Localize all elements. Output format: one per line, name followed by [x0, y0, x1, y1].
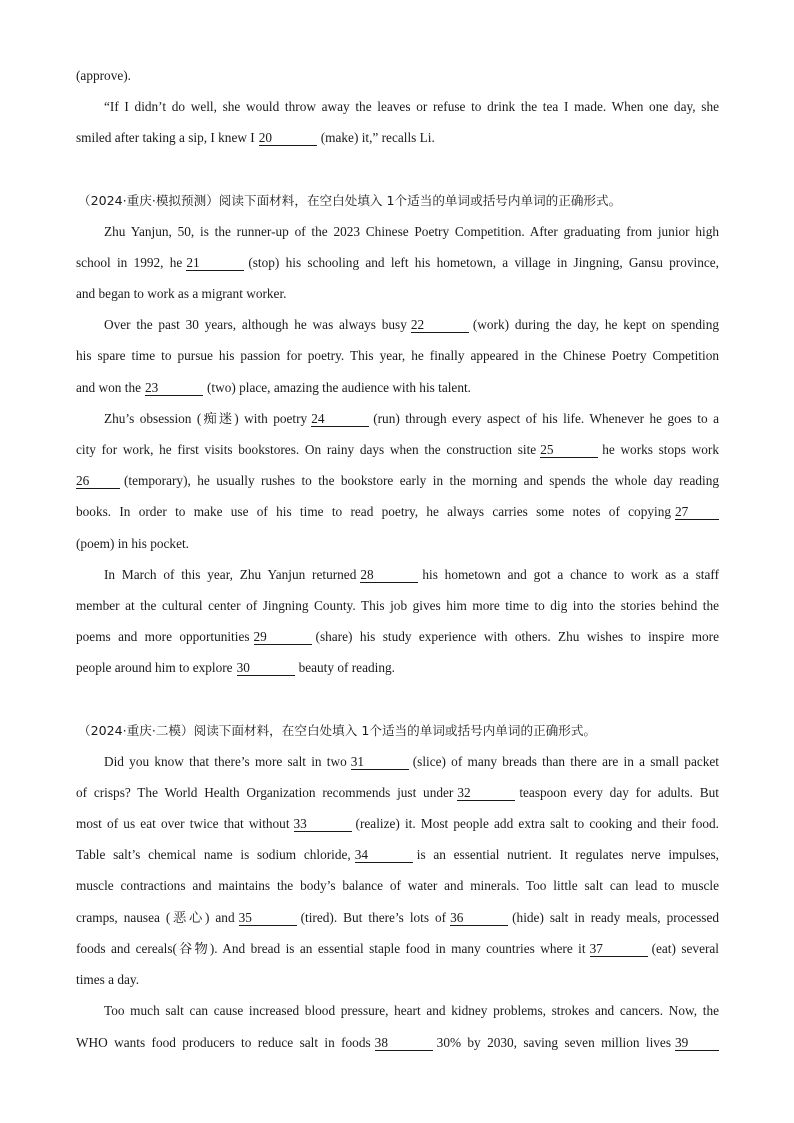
blank-36[interactable]: 36 [450, 910, 508, 926]
text: and began to work as a migrant worker. [76, 286, 287, 301]
text: (tired). But there’s lots of [300, 910, 447, 925]
text: (run) through every aspect of his life. Whenever he goes to a [373, 411, 719, 426]
blank-39[interactable]: 39 [675, 1035, 719, 1051]
text-line [104, 223, 719, 241]
text-line [76, 846, 719, 864]
text: beauty of reading. [298, 660, 395, 675]
text: Zhu’s obsession (痴迷) with poetry [104, 411, 308, 426]
blank-37[interactable]: 37 [590, 941, 648, 957]
text: times a day. [76, 972, 140, 987]
blank-23[interactable]: 23 [145, 380, 203, 396]
text-line [76, 441, 719, 459]
text: smiled after taking a sip, I knew I [76, 130, 255, 145]
text: Over the past 30 years, although he was always busy [104, 317, 407, 332]
text: muscle contractions and maintains the body’s balance of water and minerals. Too little salt can lead to muscle [76, 878, 719, 893]
text-line [104, 566, 719, 584]
text: people around him to explore [76, 660, 233, 675]
text: Too much salt can cause increased blood pressure, heart and kidney problems, strokes and cancers. Now, the [104, 1003, 719, 1018]
text-line [76, 254, 719, 272]
text: foods and cereals(谷物). And bread is an essential staple food in many countries where it [76, 941, 586, 956]
blank-21[interactable]: 21 [186, 255, 244, 271]
text: (eat) several [651, 941, 719, 956]
text: and won the [76, 380, 141, 395]
text-line [76, 347, 719, 365]
text: In March of this year, Zhu Yanjun returned [104, 567, 357, 582]
text: (work) during the day, he kept on spending [472, 317, 719, 332]
text-line [76, 129, 719, 147]
text: is an essential nutrient. It regulates nerve impulses, [416, 847, 719, 862]
text-line [76, 971, 719, 989]
text: (hide) salt in ready meals, processed [512, 910, 719, 925]
text: (two) place, amazing the audience with his talent. [207, 380, 471, 395]
text-line [76, 379, 719, 397]
blank-26[interactable]: 26 [76, 473, 120, 489]
text-line [104, 98, 719, 116]
text: (slice) of many breads than there are in a small packet [412, 754, 719, 769]
text: (realize) it. Most people add extra salt to cooking and their food. [355, 816, 719, 831]
text: his hometown and got a chance to work as a staff [422, 567, 719, 582]
blank-27[interactable]: 27 [675, 504, 719, 520]
text-line [76, 1034, 719, 1052]
text: “If I didn’t do well, she would throw away the leaves or refuse to drink the tea I made. When one day, she [104, 99, 719, 114]
text-line [76, 909, 719, 927]
blank-31[interactable]: 31 [351, 754, 409, 770]
text: Did you know that there’s more salt in two [104, 754, 347, 769]
text: of crisps? The World Health Organization recommends just under [76, 785, 454, 800]
blank-24[interactable]: 24 [311, 411, 369, 427]
text: WHO wants food producers to reduce salt in foods [76, 1035, 371, 1050]
text-line [76, 784, 719, 802]
blank-34[interactable]: 34 [355, 847, 413, 863]
text-line [76, 659, 719, 677]
text: most of us eat over twice that without [76, 816, 290, 831]
text-line [76, 815, 719, 833]
text: (poem) in his pocket. [76, 536, 189, 551]
text: Table salt’s chemical name is sodium chloride, [76, 847, 351, 862]
blank-22[interactable]: 22 [411, 317, 469, 333]
text-line [104, 753, 719, 771]
text: Zhu Yanjun, 50, is the runner-up of the 2023 Chinese Poetry Competition. After graduating from junior high [104, 224, 719, 239]
text-line [76, 597, 719, 615]
blank-29[interactable]: 29 [254, 629, 312, 645]
text-line [104, 410, 719, 428]
text: 30% by 2030, saving seven million lives [436, 1035, 671, 1050]
text: teaspoon every day for adults. But [519, 785, 719, 800]
text: he works stops work [602, 442, 719, 457]
blank-32[interactable]: 32 [457, 785, 515, 801]
text: (approve). [76, 68, 132, 83]
text-line [104, 316, 719, 334]
text: school in 1992, he [76, 255, 183, 270]
text: member at the cultural center of Jingning County. This job gives him more time to dig into the stories behind the [76, 598, 719, 613]
text: (stop) his schooling and left his hometown, a village in Jingning, Gansu province, [248, 255, 719, 270]
text: (share) his study experience with others. Zhu wishes to inspire more [315, 629, 719, 644]
blank-20[interactable]: 20 [259, 130, 317, 146]
section-header: （2024·重庆·模拟预测）阅读下面材料，在空白处填入 1个适当的单词或括号内单词的正确形式。 [78, 193, 622, 208]
section-header: （2024·重庆·二模）阅读下面材料，在空白处填入 1个适当的单词或括号内单词的正确形式。 [78, 723, 597, 738]
text: books. In order to make use of his time to read poetry, he always carries some notes of copying [76, 504, 671, 519]
text: poems and more opportunities [76, 629, 250, 644]
text-line [76, 535, 719, 553]
text-line [104, 1002, 719, 1020]
blank-28[interactable]: 28 [360, 567, 418, 583]
text-line [76, 472, 719, 490]
text-line [76, 67, 719, 85]
text-line [76, 877, 719, 895]
blank-30[interactable]: 30 [237, 660, 295, 676]
blank-38[interactable]: 38 [375, 1035, 433, 1051]
text: (temporary), he usually rushes to the bookstore early in the morning and spends the whole day reading [124, 473, 719, 488]
text: (make) it,” recalls Li. [320, 130, 435, 145]
text: his spare time to pursue his passion for poetry. This year, he finally appeared in the Chinese Poetry Competition [76, 348, 719, 363]
text-line [76, 940, 719, 958]
blank-35[interactable]: 35 [239, 910, 297, 926]
text-line [76, 503, 719, 521]
text: cramps, nausea (恶心) and [76, 910, 235, 925]
text-line [76, 628, 719, 646]
text-line [76, 285, 719, 303]
blank-33[interactable]: 33 [294, 816, 352, 832]
blank-25[interactable]: 25 [540, 442, 598, 458]
text: city for work, he first visits bookstores. On rainy days when the construction site [76, 442, 537, 457]
